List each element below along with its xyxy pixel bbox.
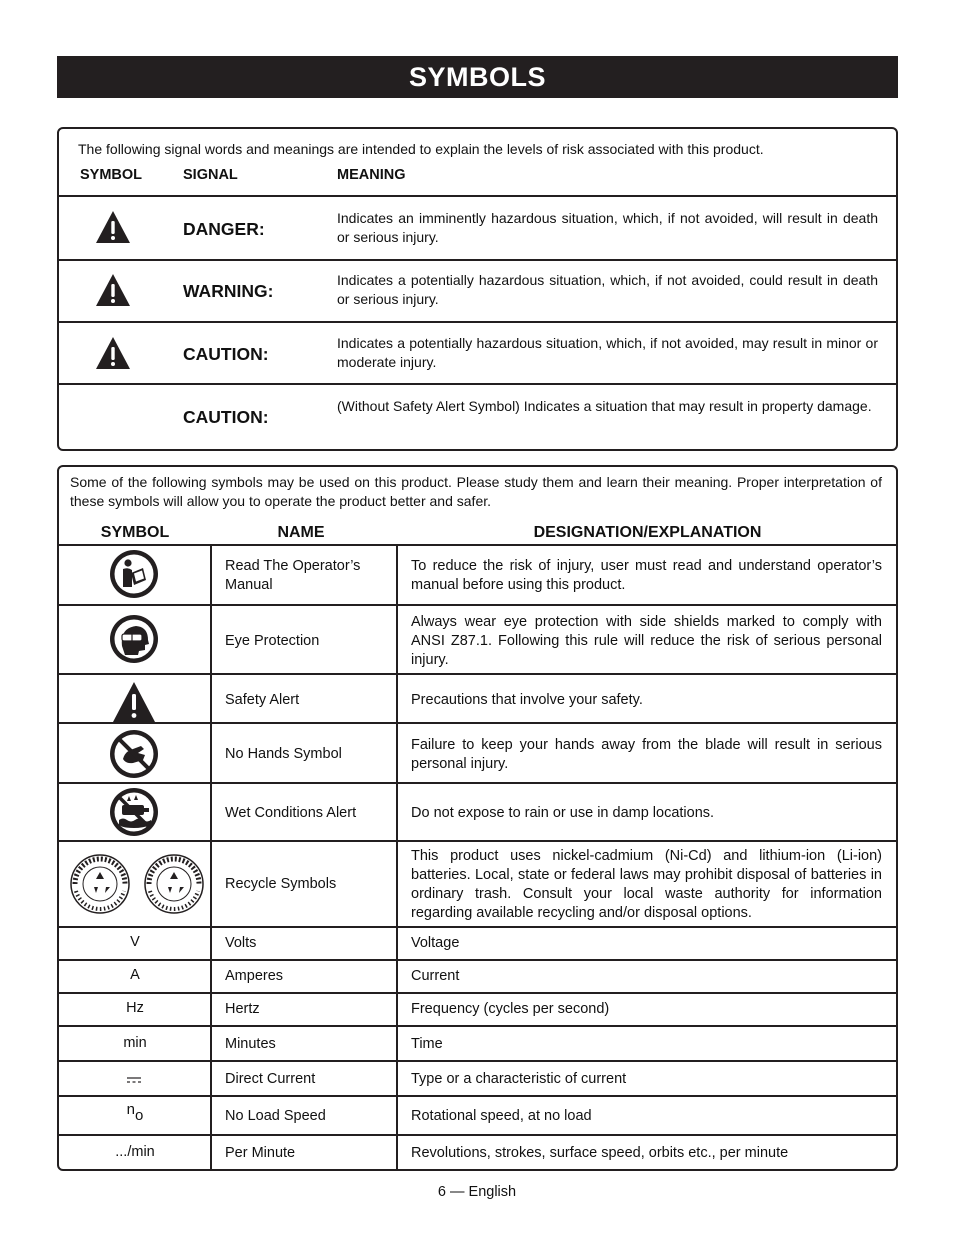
safety-alert-icon (109, 677, 159, 727)
signal-row-warning (59, 261, 896, 321)
symbol-name: Eye Protection (225, 633, 320, 649)
symbol-designation: Current (411, 968, 460, 984)
symbol-text: n (126, 1101, 135, 1118)
signal-header-symbol: SYMBOL (80, 167, 143, 183)
signal-row-danger (59, 197, 896, 259)
symbol-name: Minutes (225, 1036, 276, 1052)
symbol-designation: To reduce the risk of injury, user must read and understand operator’s manual before using this product. (411, 558, 882, 593)
safety-alert-triangle-icon (95, 273, 131, 307)
symbols-header-name: NAME (277, 524, 325, 541)
symbol-name: Direct Current (225, 1071, 316, 1087)
eye-protection-icon (109, 614, 159, 664)
symbol-designation: Type or a characteristic of current (411, 1071, 627, 1087)
signal-intro: The following signal words and meanings are intended to explain the levels of risk associated with this product. (78, 141, 764, 157)
signal-meaning: Indicates an imminently hazardous situation, which, if not avoided, will result in death or serious injury. (337, 210, 878, 245)
recycle-seal-ni-cd-icon (69, 853, 131, 915)
safety-alert-triangle-icon (95, 210, 131, 244)
symbol-designation: Revolutions, strokes, surface speed, orbits etc., per minute (411, 1145, 789, 1161)
symbol-name: No Hands Symbol (225, 746, 342, 762)
signal-row-caution (59, 323, 896, 383)
direct-current-icon (126, 1076, 142, 1084)
signal-word: DANGER: (183, 219, 265, 239)
symbol-text: V (130, 934, 140, 950)
symbol-name: Recycle Symbols (225, 876, 337, 892)
symbol-designation: Failure to keep your hands away from the blade will result in serious personal injury. (411, 737, 882, 772)
page-footer: 6 — English (437, 1184, 517, 1200)
signal-meaning: Indicates a potentially hazardous situation, which, if not avoided, could result in death or serious injury. (337, 272, 878, 307)
symbol-designation: Frequency (cycles per second) (411, 1001, 610, 1017)
recycle-seal-li-ion-icon (143, 853, 205, 915)
wet-conditions-icon (109, 787, 159, 837)
symbols-header-symbol: SYMBOL (100, 524, 170, 541)
signal-meaning: Indicates a potentially hazardous situation, which, if not avoided, may result in minor or moderate injury. (337, 335, 878, 370)
symbol-text: Hz (126, 1000, 144, 1016)
signal-meaning: (Without Safety Alert Symbol) Indicates a situation that may result in property damage. (337, 398, 872, 414)
symbol-name: No Load Speed (225, 1108, 326, 1124)
symbol-designation: Always wear eye protection with side shields marked to comply with ANSI Z87.1. Following this rule will reduce the risk of serious personal injury. (411, 614, 882, 668)
no-hands-icon (109, 729, 159, 779)
symbol-name: Wet Conditions Alert (225, 805, 357, 821)
signal-words-box (57, 127, 898, 451)
signal-header-signal: SIGNAL (183, 167, 238, 183)
signal-row-caution-property (59, 385, 896, 447)
symbol-subscript: o (135, 1107, 144, 1124)
safety-alert-triangle-icon (95, 336, 131, 370)
symbol-designation: Rotational speed, at no load (411, 1108, 592, 1124)
signal-word: WARNING: (183, 281, 274, 301)
symbol-designation: Precautions that involve your safety. (411, 692, 643, 708)
no-load-speed-symbol (59, 1101, 211, 1124)
signal-word: CAUTION: (183, 407, 269, 427)
symbol-text: .../min (115, 1144, 155, 1160)
signal-header-meaning: MEANING (337, 167, 406, 183)
read-manual-icon (109, 549, 159, 599)
page-title: SYMBOLS (57, 56, 898, 98)
symbol-designation: This product uses nickel-cadmium (Ni-Cd) and lithium-ion (Li-ion) batteries. Local, state or federal laws may prohibit disposal of batteries in ordinary trash. Consult your local waste authority for information regarding available recycling and/or disposal options. (411, 848, 882, 921)
symbols-intro: Some of the following symbols may be used on this product. Please study them and learn their meaning. Proper interpretation of these symbols will allow you to operate the product better and safer. (70, 474, 882, 509)
symbol-name: Read The Operator’s Manual (225, 558, 361, 593)
signal-word: CAUTION: (183, 344, 269, 364)
symbol-text: A (130, 967, 140, 983)
symbol-designation: Voltage (411, 935, 460, 951)
symbols-table-box (57, 465, 898, 1171)
symbols-header-designation: DESIGNATION/EXPLANATION (533, 524, 762, 541)
symbol-text: min (123, 1035, 147, 1051)
symbol-name: Hertz (225, 1001, 260, 1017)
symbol-designation: Time (411, 1036, 443, 1052)
symbol-name: Amperes (225, 968, 284, 984)
symbol-name: Per Minute (225, 1145, 296, 1161)
symbol-name: Volts (225, 935, 257, 951)
symbol-name: Safety Alert (225, 692, 300, 708)
symbol-designation: Do not expose to rain or use in damp locations. (411, 805, 715, 821)
